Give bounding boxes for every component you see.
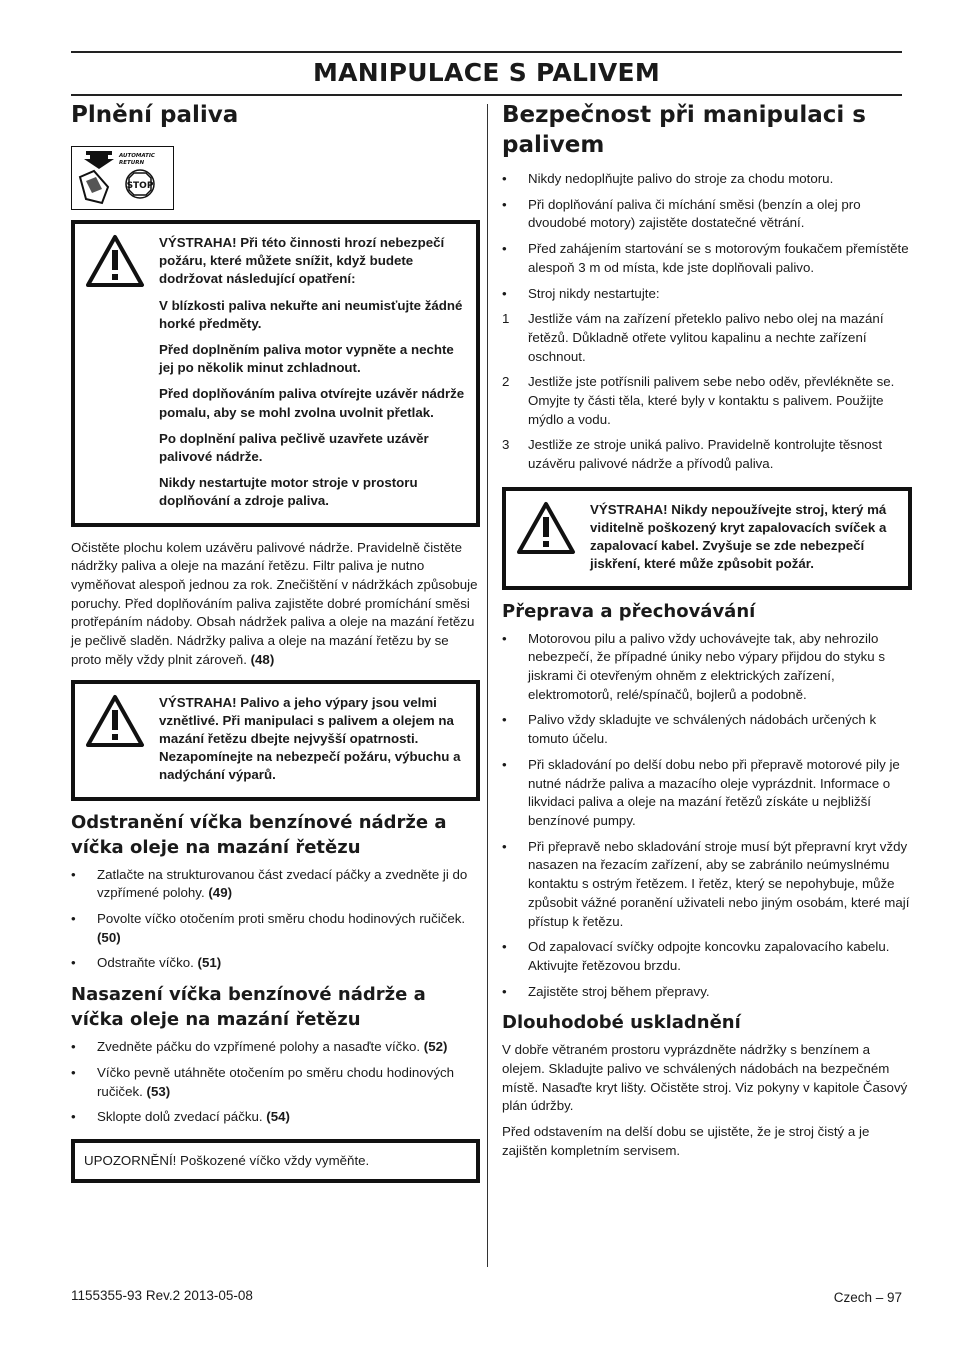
list-item: • Motorovou pilu a palivo vždy uchovávejte tak, aby nehrozilo nebezpečí, že případné úniky nebo výpary přijdou do styku s jiskrami či otevřeným ohněm z elektrických zařízení, elektromotorů, relé/spínačů, bojlerů a podobně. [502, 630, 912, 705]
list-item: • Víčko pevně utáhněte otočením po směru chodu hodinových ručiček. (53) [71, 1064, 480, 1101]
notice-text: UPOZORNĚNÍ! Poškozené víčko vždy vyměňte. [84, 1152, 370, 1168]
list-item: 3 Jestliže ze stroje uniká palivo. Pravidelně kontrolujte těsnost uzávěru palivové nádrže a přívodů paliva. [502, 437, 883, 472]
warning-text: Po doplnění paliva pečlivě uzavřete uzávěr palivové nádrže. [159, 430, 429, 465]
warning-triangle-icon [85, 234, 145, 288]
section-heading-remove-cap: Odstranění víčka benzínové nádrže a víčka oleje na mazání řetězu [71, 811, 447, 858]
svg-text:AUTOMATIC: AUTOMATIC [119, 153, 155, 159]
warning-box-fire [71, 220, 480, 527]
figure-reference: (54) [266, 1109, 290, 1125]
section-heading-storage: Dlouhodobé uskladnění [502, 1012, 741, 1034]
list-item: • Před zahájením startování se s motorovým foukačem přemístěte alespoň 3 m od místa, kde jste doplňovali palivo. [502, 240, 912, 277]
list-item: • Palivo vždy skladujte ve schválených nádobách určených k tomuto účelu. [502, 711, 912, 748]
paragraph-cleaning [71, 539, 480, 670]
list-item: • Stroj nikdy nestartujte: [502, 285, 912, 304]
list-item: • Od zapalovací svíčky odpojte koncovku zapalovacího kabelu. Aktivujte řetězovou brzdu. [502, 938, 912, 975]
paragraph-text: Očistěte plochu kolem uzávěru palivové nádrže. Pravidelně čistěte nádržky paliva a oleje na mazání řetězu. Filtr paliva je nutno vyměňovat alespoň jednou za rok. Znečištění v nádržkách způsobuje poruchy. Před doplňováním paliva zajistěte dobré promíchání směsi protřepáním nádoby. Obsah nádržek paliva a oleje na mazání řetězu je pečlivě sladěn. Nádržky paliva a oleje na mazání řetězu by se proto měly vždy plnit zároveň. [71, 539, 478, 667]
list-item: • Zajistěte stroj během přepravy. [502, 983, 912, 1002]
figure-reference: (52) [423, 1039, 448, 1055]
page-number: Czech – 97 [833, 1290, 902, 1305]
automatic-return-stop-icon [72, 147, 175, 211]
section-heading-fuel-safety: Bezpečnost při manipulaci s palivem [502, 102, 866, 158]
page-title: MANIPULACE S PALIVEM [312, 58, 661, 87]
section-heading-fit-cap: Nasazení víčka benzínové nádrže a víčka oleje na mazání řetězu [71, 984, 426, 1031]
warning-text: Nikdy nestartujte motor stroje v prostoru doplňování a zdroje paliva. [159, 475, 418, 509]
warning-body [590, 501, 900, 574]
warning-body [159, 234, 468, 511]
warning-text: VÝSTRAHA! Palivo a jeho výpary jsou velmi vznětlivé. Při manipulaci s palivem a olejem na mazání řetězu dbejte nejvyšší opatrnosti. Nezapomínejte na nebezpečí požáru, výbuchu a nadýchání výparů. [159, 694, 461, 783]
notice-box [71, 1139, 480, 1183]
list-item: • Povolte víčko otočením proti směru chodu hodinových ručiček. (50) [71, 910, 480, 947]
warning-text: VÝSTRAHA! Nikdy nepoužívejte stroj, který má viditelně poškozený kryt zapalovacích svíček a zapalovací kabel. Zvyšuje se zde nebezpečí jiskření, které může způsobit požár. [590, 501, 887, 572]
right-column [502, 100, 912, 1161]
refuel-symbol-box [71, 146, 174, 210]
paragraph-storage: V dobře větraném prostoru vyprázdněte nádržky s benzínem a olejem. Skladujte palivo ve schválených nádobách na bezpečném místě. Nasaďte kryt lišty. Očistěte stroj. Viz pokyny v kapitole Časový plán údržby. [502, 1042, 908, 1114]
warning-text: V blízkosti paliva nekuřte ani neumisťujte žádné horké předměty. [159, 297, 463, 331]
figure-reference: (50) [97, 929, 121, 945]
fit-cap-list [71, 1038, 480, 1127]
warning-triangle-icon [516, 501, 576, 555]
list-item: • Zatlačte na strukturovanou část zvedací páčky a zvedněte ji do vzpřímené polohy. (49) [71, 866, 480, 903]
list-item: • Sklopte dolů zvedací páčku. (54) [71, 1108, 480, 1127]
section-heading-refueling: Plnění paliva [71, 102, 239, 128]
list-item: • Nikdy nedoplňujte palivo do stroje za chodu motoru. [502, 170, 912, 189]
svg-text:STOP: STOP [126, 181, 154, 191]
title-rule [71, 94, 902, 96]
figure-reference: (51) [197, 955, 222, 971]
left-column [71, 100, 480, 1183]
list-item: 1 Jestliže vám na zařízení přeteklo palivo nebo olej na mazání řetězů. Důkladně otřete vylitou kapalinu a nechte zařízení oschnout. [502, 311, 884, 364]
warning-box-spark [502, 487, 912, 590]
remove-cap-list [71, 866, 480, 974]
fuel-safety-list [502, 170, 912, 303]
column-divider [487, 104, 488, 1267]
list-item: • Při přepravě nebo skladování stroje musí být přepravní kryt vždy nasazen na řezacím zařízení, aby se zabránilo neúmyslnému kontaktu s ostrým řetězem. I řetěz, který se nepohybuje, může způsobit vážné poranění uživateli nebo jiným osobám, které mají přístup k řetězu. [502, 838, 912, 932]
list-item: 2 Jestliže jste potřísnili palivem sebe nebo oděv, převlékněte se. Omyjte ty části těla, které byly v kontaktu s palivem. Použijte mýdlo a vodu. [502, 374, 895, 427]
document-id: 1155355-93 Rev.2 2013-05-08 [71, 1288, 253, 1303]
warning-text: Před doplňováním paliva otvírejte uzávěr nádrže pomalu, aby se mohl zvolna uvolnit přetlak. [159, 386, 465, 420]
list-item: • Při doplňování paliva či míchání směsi (benzín a olej pro dvoudobé motory) zajistěte dostatečné větrání. [502, 196, 912, 233]
warning-body [159, 694, 468, 785]
section-heading-transport: Přeprava a přechovávání [502, 600, 756, 622]
figure-reference: (48) [250, 651, 275, 667]
paragraph-storage: Před odstavením na delší dobu se ujistěte, že je stroj čistý a je zajištěn kompletním servisem. [502, 1124, 870, 1158]
never-start-list [502, 310, 912, 474]
top-rule [71, 51, 902, 53]
transport-list [502, 630, 912, 1002]
svg-text:RETURN: RETURN [119, 160, 145, 166]
list-item: • Při skladování po delší dobu nebo při přepravě motorové pily je nutné nádrže paliva a mazacího oleje vyprázdnit. Informace o likvidaci paliva a oleje na mazání řetězů získáte u nejbližší benzínové pumpy. [502, 756, 912, 831]
warning-text: VÝSTRAHA! Při této činnosti hrozí nebezpečí požáru, které můžete snížit, když budete dodržovat následující opatření: [159, 235, 445, 287]
figure-reference: (49) [208, 885, 233, 901]
warning-triangle-icon [85, 694, 145, 748]
warning-text: Před doplněním paliva motor vypněte a nechte jej po několik minut zchladnout. [159, 342, 454, 376]
list-item: • Zvedněte páčku do vzpřímené polohy a nasaďte víčko. (52) [71, 1038, 480, 1057]
warning-box-flammable [71, 680, 480, 801]
list-item: • Odstraňte víčko. (51) [71, 954, 480, 973]
figure-reference: (53) [146, 1083, 171, 1099]
